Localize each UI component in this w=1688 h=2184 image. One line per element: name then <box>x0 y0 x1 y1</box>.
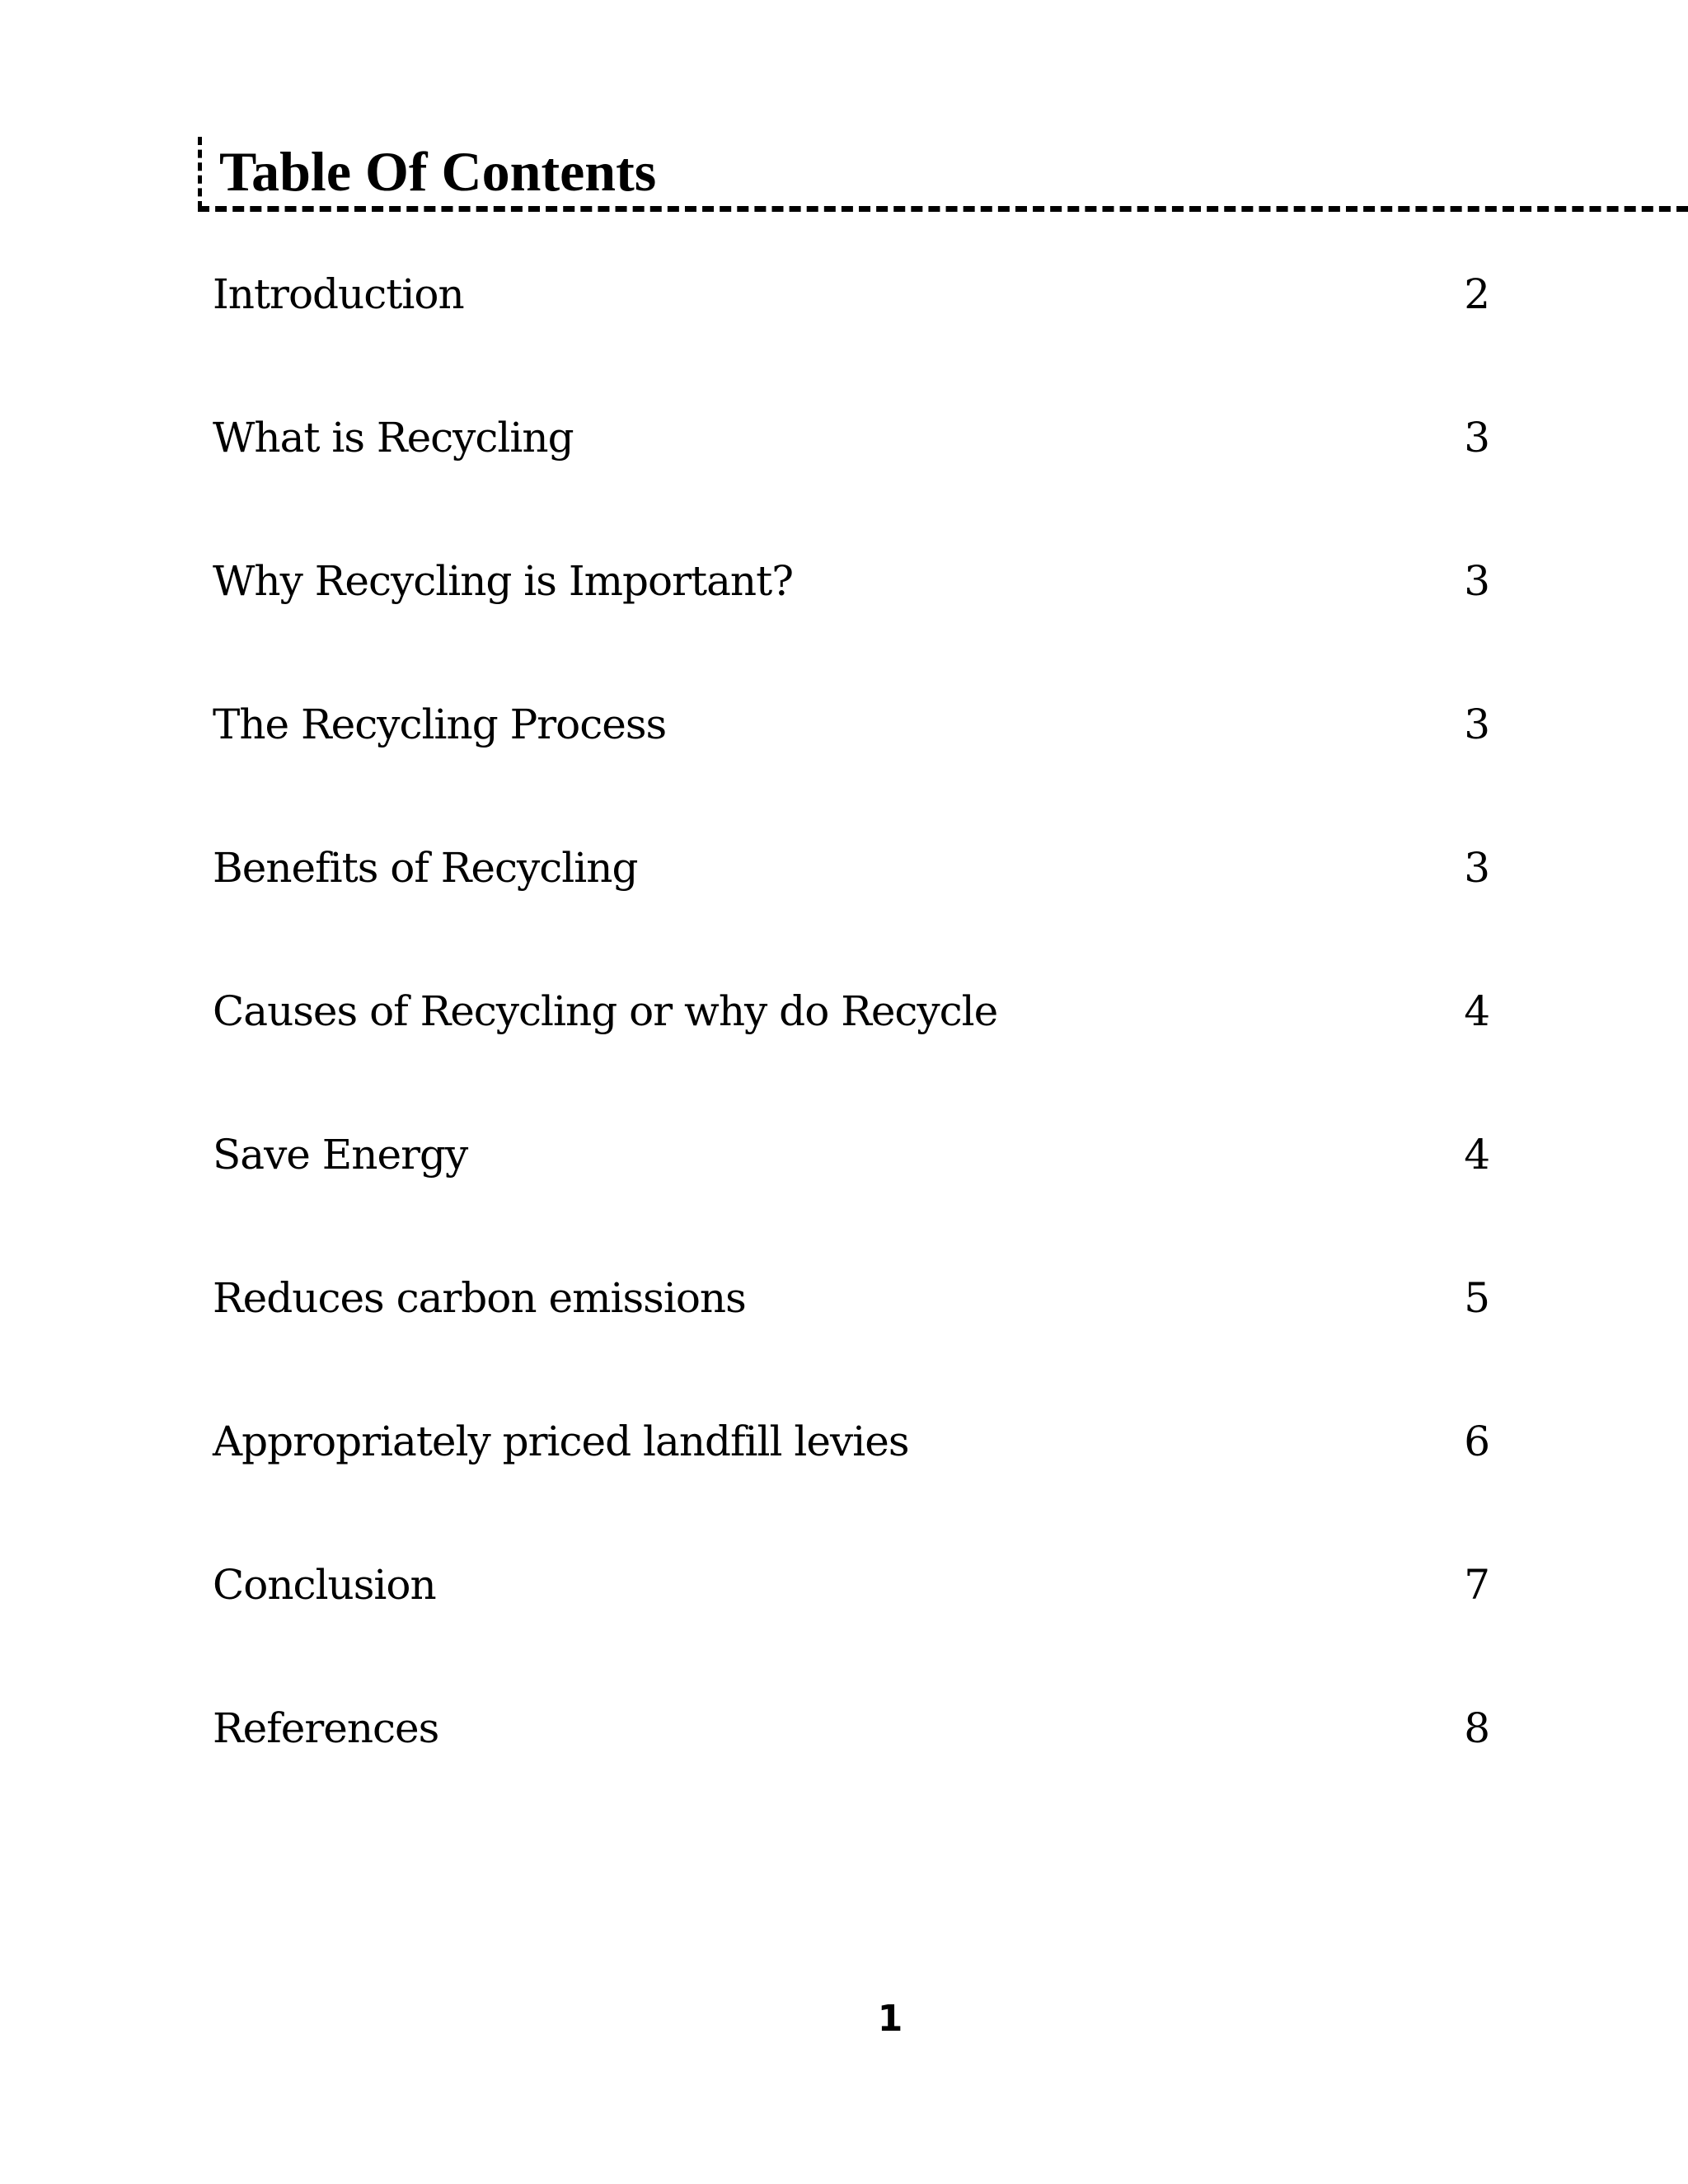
toc-entry-title: What is Recycling <box>213 414 574 462</box>
toc-entry-page: 3 <box>1464 414 1490 462</box>
toc-entry[interactable] <box>213 1269 1490 1413</box>
toc-entry[interactable] <box>213 982 1490 1126</box>
toc-entry-page: 7 <box>1464 1561 1490 1609</box>
toc-entry-page: 3 <box>1464 557 1490 605</box>
page-number: 1 <box>877 1998 903 2040</box>
toc-entry-title: References <box>213 1704 439 1752</box>
toc-entry[interactable] <box>213 265 1490 409</box>
toc-entry-page: 8 <box>1464 1704 1490 1752</box>
toc-entry[interactable] <box>213 1699 1490 1843</box>
heading-frame-left-border <box>198 137 202 209</box>
toc-entry-title: Reduces carbon emissions <box>213 1274 746 1322</box>
toc-entry[interactable] <box>213 839 1490 982</box>
toc-entry-title: Conclusion <box>213 1561 436 1609</box>
toc-entry-title: Why Recycling is Important? <box>213 557 794 605</box>
toc-entry[interactable] <box>213 1413 1490 1556</box>
toc-entry[interactable] <box>213 552 1490 696</box>
toc-entry-title: Save Energy <box>213 1131 468 1179</box>
toc-entry-page: 6 <box>1464 1418 1490 1465</box>
toc-list <box>213 265 1490 1843</box>
toc-heading-frame[interactable] <box>198 137 1688 213</box>
toc-heading: Table Of Contents <box>219 140 657 203</box>
toc-entry-title: Benefits of Recycling <box>213 844 638 892</box>
toc-entry-title: Causes of Recycling or why do Recycle <box>213 987 998 1035</box>
heading-frame-bottom-border <box>198 206 1688 212</box>
toc-entry-page: 4 <box>1464 1131 1490 1179</box>
toc-entry[interactable] <box>213 1556 1490 1699</box>
toc-entry-title: Appropriately priced landfill levies <box>213 1418 909 1465</box>
toc-entry-title: Introduction <box>213 270 464 318</box>
toc-entry-page: 2 <box>1464 270 1490 318</box>
toc-entry-page: 3 <box>1464 701 1490 748</box>
toc-entry-page: 5 <box>1464 1274 1490 1322</box>
toc-entry-page: 4 <box>1464 987 1490 1035</box>
toc-entry-page: 3 <box>1464 844 1490 892</box>
toc-entry[interactable] <box>213 409 1490 552</box>
toc-entry[interactable] <box>213 696 1490 839</box>
toc-entry-title: The Recycling Process <box>213 701 667 748</box>
toc-entry[interactable] <box>213 1126 1490 1269</box>
